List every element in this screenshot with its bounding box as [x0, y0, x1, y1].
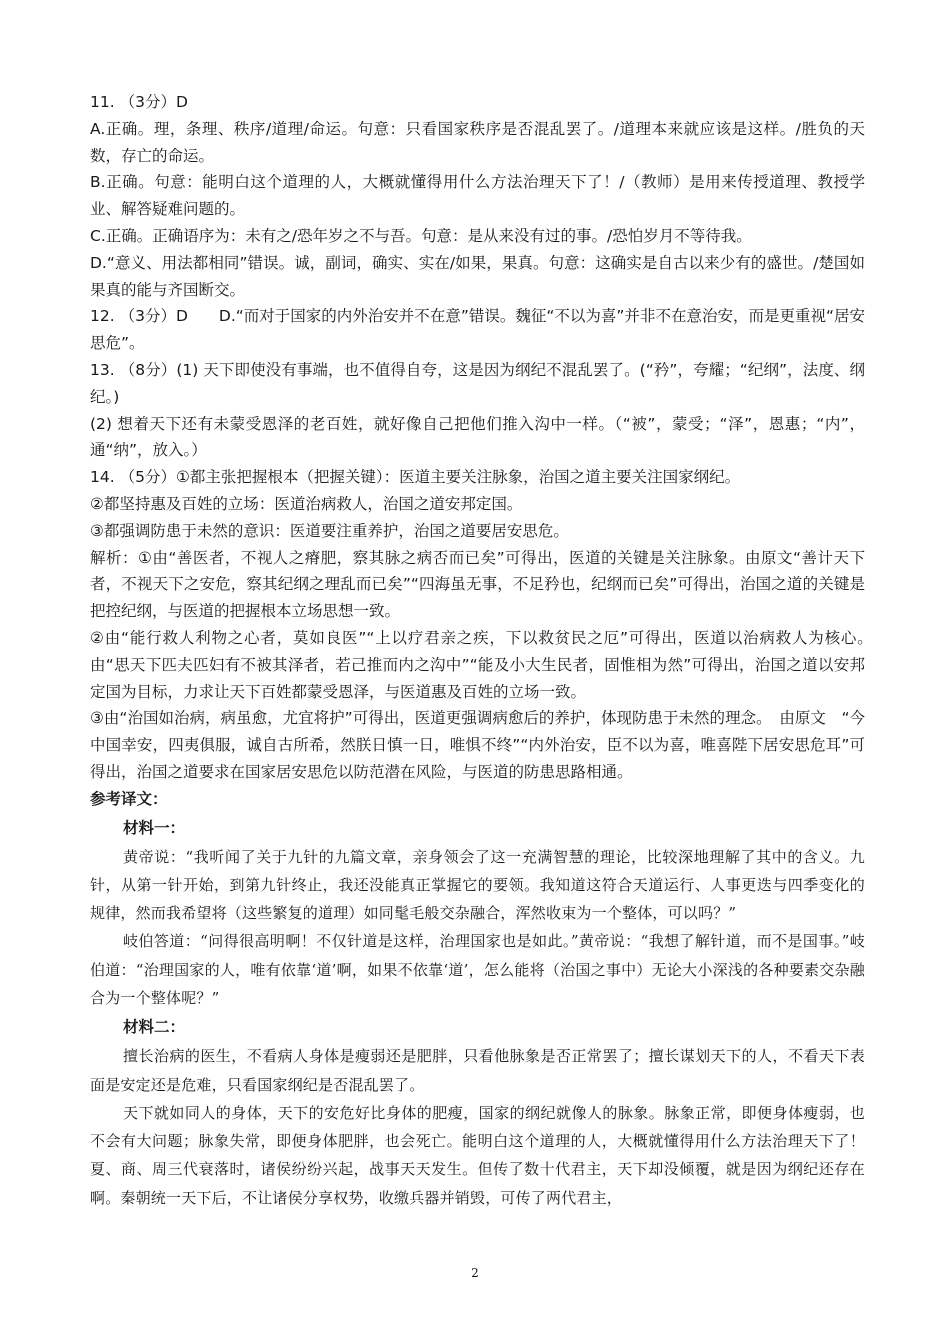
- material1-paragraph: 黄帝说：“我听闻了关于九针的九篇文章，亲身领会了这一充满智慧的理论，比较深地理解了其中的含义。九针，从第一针开始，到第九针终止，我还没能真正掌握它的要领。我知道这符合天道运行、人事更迭与四季变化的规律，然而我希望将（这些繁复的道理）如同髦毛般交杂融合，浑然收束为一个整体，可以吗？”: [90, 847, 865, 923]
- answer-13-part1: 13. （8分）(1) 天下即使没有事端，也不值得自夸，这是因为纲纪不混乱罢了。(“矜”，夸耀；“纪纲”，法度、纲纪。): [90, 360, 865, 406]
- answer-11-option-c: C.正确。正确语序为：未有之/恐年岁之不与吾。句意：是从来没有过的事。/恐怕岁月不等待我。: [90, 226, 752, 245]
- analysis-point3: ③由“治国如治病，病虽愈，尤宜将护”可得出，医道更强调病愈后的养护，体现防患于未然的理念。 由原文 “今中国幸安，四夷俱服，诚自古所希，然朕日慎一日，唯惧不终”“内外治安，臣不以为喜，唯喜陛下居安思危耳”可得出，治国之道要求在国家居安思危以防范潜在风险，与医道的防患思路相通。: [90, 709, 865, 781]
- analysis-point1: 解析：①由“善医者，不视人之瘠肥，察其脉之病否而已矣”可得出，医道的关键是关注脉象。由原文“善计天下者，不视天下之安危，察其纪纲之理乱而已矣”“四海虽无事，不足矜也，纪纲而已矣”可得出，治国之道的关键是把控纪纲，与医道的把握根本立场思想一致。: [90, 548, 865, 621]
- page-content: [90, 89, 881, 1212]
- material2-paragraph: 擅长治病的医生，不看病人身体是瘦弱还是肥胖，只看他脉象是否正常罢了；擅长谋划天下的人，不看天下表面是安定还是危难，只看国家纲纪是否混乱罢了。: [90, 1047, 865, 1094]
- answer-11-option-b: B.正确。句意：能明白这个道理的人，大概就懂得用什么方法治理天下了！/（教师）是用来传授道理、教授学业、解答疑难问题的。: [90, 173, 865, 219]
- answer-14-point1: 14. （5分）①都主张把握根本（把握关键）：医道主要关注脉象，治国之道主要关注国家纲纪。: [90, 468, 741, 487]
- analysis-point2: ②由“能行救人利物之心者，莫如良医”“上以疗君亲之疾，下以救贫民之厄”可得出，医道以治病救人为核心。 由“思天下匹夫匹妇有不被其泽者，若己推而内之沟中”“能及小大生民者，固惟相为然”可得出，治国之道以安邦定国为目标，力求让天下百姓都蒙受恩泽，与医道惠及百姓的立场一致。: [90, 628, 881, 701]
- answer-14-point3: ③都强调防患于未然的意识：医道要注重养护，治国之道要居安思危。: [90, 521, 569, 540]
- page-number: 2: [471, 1266, 479, 1280]
- translation-heading: 参考译文：: [90, 789, 168, 808]
- material1-heading: 材料一：: [123, 818, 186, 837]
- answer-14-point2: ②都坚持惠及百姓的立场：医道治病救人，治国之道安邦定国。: [90, 494, 523, 513]
- material2-paragraph: 天下就如同人的身体，天下的安危好比身体的肥瘦，国家的纲纪就像人的脉象。脉象正常，即便身体瘦弱，也不会有大问题；脉象失常，即便身体肥胖，也会死亡。能明白这个道理的人，大概就懂得用什么方法治理天下了！夏、商、周三代衰落时，诸侯纷纷兴起，战事天天发生。但传了数十代君主，天下却没倾覆，就是因为纲纪还存在啊。秦朝统一天下后，不让诸侯分享权势，收缴兵器并销毁，可传了两代君主，: [90, 1103, 865, 1207]
- material2-heading: 材料二：: [123, 1018, 186, 1037]
- answer-11-line: 11. （3分）D: [90, 93, 188, 111]
- answer-11-option-a: A.正确。理，条理、秩序/道理/命运。句意：只看国家秩序是否混乱罢了。/道理本来就应该是这样。/胜负的天数，存亡的命运。: [90, 119, 865, 165]
- answer-12: 12. （3分）D D.“而对于国家的内外治安并不在意”错误。魏征“不以为喜”并非不在意治安，而是更重视“居安思危”。: [90, 307, 865, 353]
- answer-13-part2: (2) 想着天下还有未蒙受恩泽的老百姓，就好像自己把他们推入沟中一样。（“被”，蒙受；“泽”，恩惠；“内”，通“纳”，放入。）: [90, 414, 865, 460]
- material1-paragraph: 岐伯答道：“问得很高明啊！不仅针道是这样，治理国家也是如此。”黄帝说：“我想了解针道，而不是国事。”岐伯道：“治理国家的人，唯有依靠‘道’啊，如果不依靠‘道’，怎么能将（治国之事中）无论大小深浅的各种要素交杂融合为一个整体呢？”: [90, 932, 865, 1007]
- answer-11-option-d: D.“意义、用法都相同”错误。诚，副词，确实、实在/如果，果真。句意：这确实是自古以来少有的盛世。/楚国如果真的能与齐国断交。: [90, 253, 865, 299]
